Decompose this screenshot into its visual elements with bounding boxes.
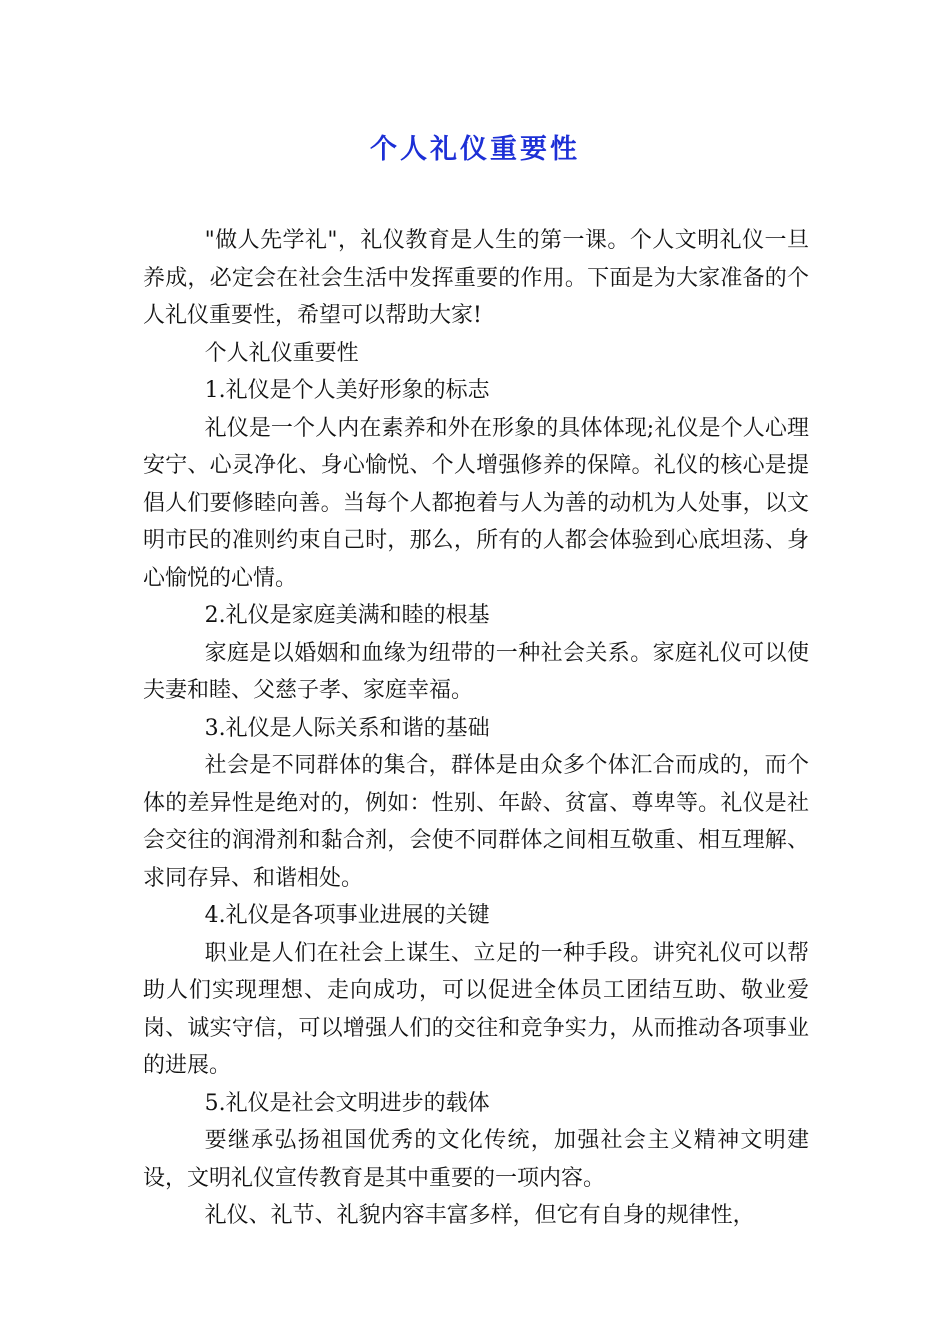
document-body	[143, 222, 809, 1235]
section-heading: 个人礼仪重要性	[204, 340, 359, 366]
point-heading-5: 5.礼仪是社会文明进步的载体	[204, 1090, 490, 1116]
point-paragraph-4: 职业是人们在社会上谋生、立足的一种手段。讲究礼仪可以帮助人们实现理想、走向成功，可以促进全体员工团结互助、敬业爱岗、诚实守信，可以增强人们的交往和竞争实力，从而推动各项事业的进展。	[143, 940, 809, 1078]
point-heading-2: 2.礼仪是家庭美满和睦的根基	[204, 603, 490, 628]
point-heading-1: 1.礼仪是个人美好形象的标志	[204, 378, 490, 403]
point-paragraph-1: 礼仪是一个人内在素养和外在形象的具体体现;礼仪是个人心理安宁、心灵净化、身心愉悦、个人增强修养的保障。礼仪的核心是提倡人们要修睦向善。当每个人都抱着与人为善的动机为人处事，以文明市民的准则约束自己时，那么，所有的人都会体验到心底坦荡、身心愉悦的心情。	[143, 415, 809, 591]
closing-paragraph: 礼仪、礼节、礼貌内容丰富多样，但它有自身的规律性，	[204, 1203, 755, 1228]
intro-paragraph: "做人先学礼"，礼仪教育是人生的第一课。个人文明礼仪一旦养成，必定会在社会生活中发挥重要的作用。下面是为大家准备的个人礼仪重要性，希望可以帮助大家!	[143, 228, 809, 328]
document-title: 个人礼仪重要性	[370, 134, 580, 165]
point-paragraph-2: 家庭是以婚姻和血缘为纽带的一种社会关系。家庭礼仪可以使夫妻和睦、父慈子孝、家庭幸福。	[143, 640, 809, 703]
point-heading-3: 3.礼仪是人际关系和谐的基础	[204, 715, 490, 741]
point-heading-4: 4.礼仪是各项事业进展的关键	[204, 903, 490, 928]
point-paragraph-5: 要继承弘扬祖国优秀的文化传统，加强社会主义精神文明建设，文明礼仪宣传教育是其中重要的一项内容。	[143, 1128, 809, 1191]
point-paragraph-3: 社会是不同群体的集合，群体是由众多个体汇合而成的，而个体的差异性是绝对的，例如：性别、年龄、贫富、尊卑等。礼仪是社会交往的润滑剂和黏合剂，会使不同群体之间相互敬重、相互理解、求同存异、和谐相处。	[143, 753, 809, 891]
